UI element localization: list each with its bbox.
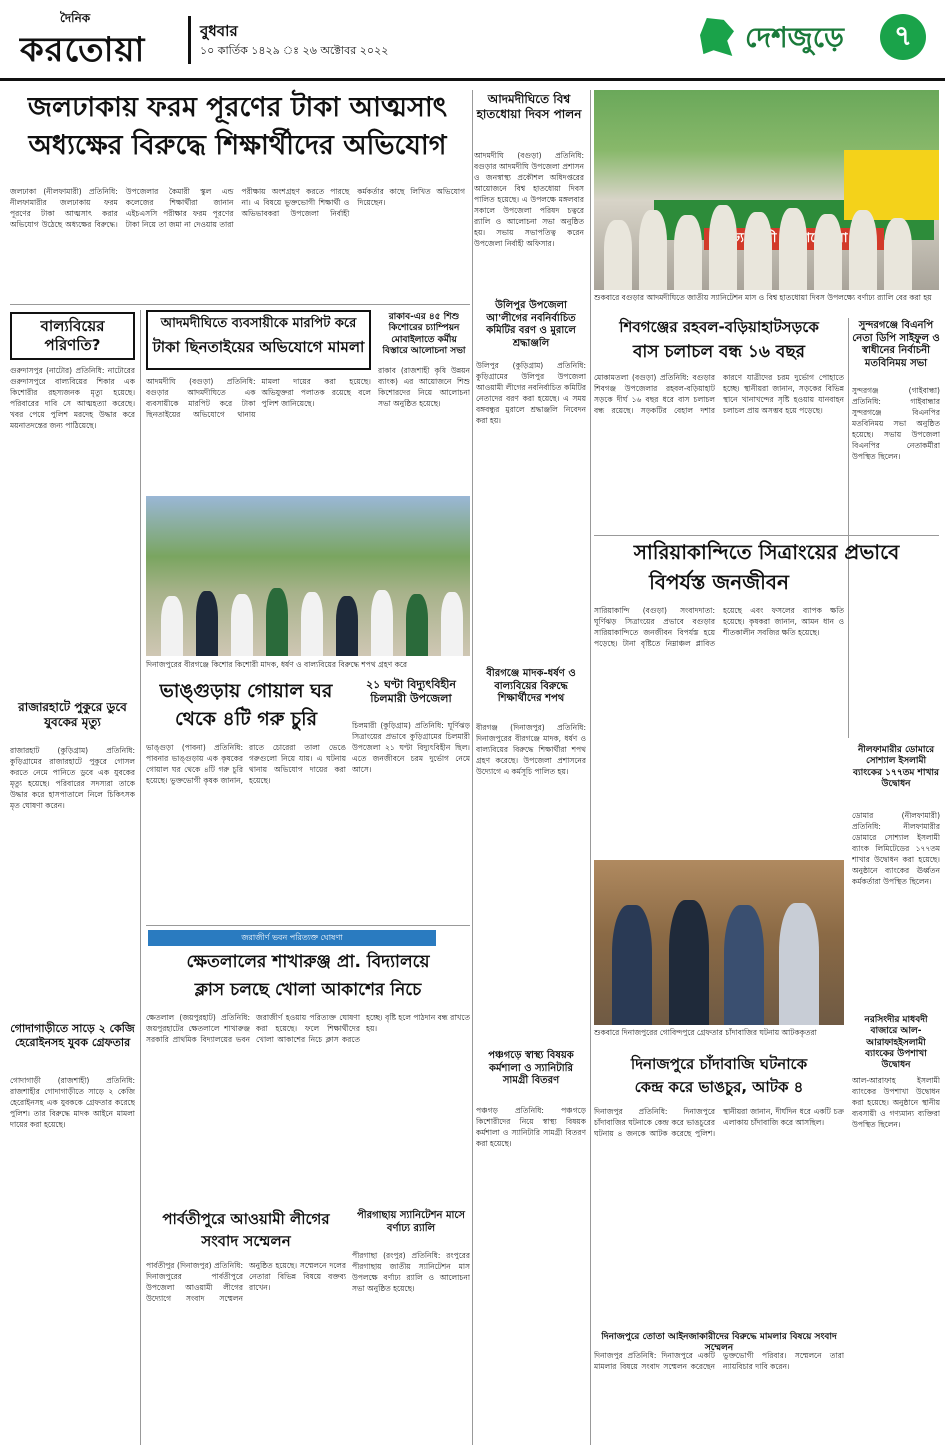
column-divider — [472, 90, 473, 1445]
issue-date: ১০ কার্তিক ১৪২৯ ঃ ২৬ অক্টোবর ২০২২ — [200, 44, 389, 57]
ulipur-headline: উলিপুর উপজেলা আ'লীগের নবনির্বাচিত কমিটির বরণ ও মুরালে শ্রদ্ধাঞ্জলি — [486, 300, 576, 349]
rally-person — [814, 214, 842, 290]
masthead — [0, 0, 945, 86]
student-figure — [196, 591, 218, 656]
washing-day-headline: আদমদীঘিতে বিশ্ব হাতধোয়া দিবস পালন — [476, 92, 582, 121]
newspaper-logo-small: দৈনিক — [60, 11, 91, 25]
page-number: ৭ — [880, 14, 926, 60]
arrest-photo-caption: শুকবারে দিনাজপুরের গোবিন্দপুরে গ্রেফতার চাঁদাবাজির ঘটনায় আটককৃতরা — [594, 1028, 817, 1037]
section-title: দেশজুড়ে — [745, 21, 844, 54]
sundarganj-headline: সুন্দরগঞ্জে বিএনপি নেতা ডিপি সাইফুল ও স্বাধীনের নির্বাচনী মতবিনিময় সভা — [852, 320, 940, 369]
bhangura-headline-2: থেকে ৪টি গরু চুরি — [174, 708, 318, 730]
dinajpur-headline-1: দিনাজপুরে চাঁদাবাজি ঘটনাকে — [630, 1055, 808, 1073]
khetlal-body: ক্ষেতলাল (জয়পুরহাট) প্রতিনিধি: জয়পুরহাটের ক্ষেতলালে শাখারুঞ্জ সরকারি প্রাথমিক বিদ্যালয়ের ভবন জরাজীর্ণ হওয়ায় পরিত্যক্ত ঘোষণা করা হয়েছে। ফলে শিক্ষার্থীদের খোলা আকাশের নিচে ক্লাস করতে হচ্ছে। বৃষ্টি হলে পাঠদান বন্ধ রাখতে হয়। — [146, 1013, 470, 1044]
rajarhat-headline: রাজারহাটে পুকুরে ডুবে যুবকের মৃত্যু — [18, 700, 127, 729]
arrest-photo — [594, 860, 844, 1025]
khetlal-headline-2: ক্লাস চলছে খোলা আকাশের নিচে — [194, 980, 422, 1000]
sariakandi-headline-2: বিপর্যস্ত জনজীবন — [649, 570, 789, 594]
lead-headline-2: অধ্যক্ষের বিরুদ্ধে শিক্ষার্থীদের অভিযোগ — [28, 130, 447, 161]
sariakandi-body: সারিয়াকান্দি (বগুড়া) সংবাদদাতা: ঘূর্ণিঝড় সিত্রাংয়ের প্রভাবে বগুড়ার সারিয়াকান্দিতে জনজীবন বিপর্যস্ত হয়ে পড়েছে। টানা বৃষ্টিতে নিম্নাঞ্চল প্লাবিত হয়েছে এবং ফসলের ব্যাপক ক্ষতি হয়েছে। কৃষকরা জানান, আমন ধান ও শীতকালীন সবজির ক্ষতি হয়েছে। — [594, 606, 844, 648]
bhangura-body: ভাঙ্গুড়া (পাবনা) প্রতিনিধি: পাবনার ভাঙ্গুড়ায় এক কৃষকের গোয়াল ঘর থেকে ৪টি গরু চুরি হয়েছে। ভুক্তভোগী কৃষক জানান, রাতে চোরেরা তালা ভেঙে গরুগুলো নিয়ে যায়। এ ঘটনায় থানায় অভিযোগ দায়ের করা হয়েছে। — [146, 743, 346, 785]
row-divider — [594, 535, 939, 536]
godagari-body: গোদাগাড়ী (রাজশাহী) প্রতিনিধি: রাজশাহীর গোদাগাড়ীতে সাড়ে ২ কেজি হেরোইনসহ এক যুবককে গ্রেফতার করেছে পুলিশ। তার বিরুদ্ধে মাদক আইনে মামলা দায়ের করা হয়েছে। — [10, 1076, 135, 1129]
adamdighi-case-body: আদমদীঘি (বগুড়া) প্রতিনিধি: বগুড়ার আদমদীঘিতে এক ব্যবসায়ীকে মারপিট করে টাকা ছিনতাইয়ের অভিযোগে থানায় মামলা দায়ের করা হয়েছে। অভিযুক্তরা পলাতক রয়েছে বলে পুলিশ জানিয়েছে। — [146, 377, 371, 419]
masthead-divider — [188, 16, 191, 64]
dinajpur-body: দিনাজপুর প্রতিনিধি: দিনাজপুরে চাঁদাবাজির ঘটনাকে কেন্দ্র করে ভাঙচুরের ঘটনায় ৪ জনকে আটক করেছে পুলিশ। স্থানীয়রা জানান, দীর্ঘদিন ধরে একটি চক্র এলাকায় চাঁদাবাজি করে আসছিল। — [594, 1107, 844, 1138]
detainee-figure — [779, 903, 819, 1025]
parbatipur-headline-1: পার্বতীপুরে আওয়ামী লীগের — [162, 1210, 330, 1228]
ulipur-body: উলিপুর (কুড়িগ্রাম) প্রতিনিধি: কুড়িগ্রামের উলিপুর উপজেলা আওয়ামী লীগের নবনির্বাচিত কমিটির নেতাদের বরণ করা হয়েছে। এ সময় বঙ্গবন্ধুর মুরালে শ্রদ্ধাঞ্জলি নিবেদন করা হয়। — [476, 361, 586, 425]
nilphamari-body: ডোমার (নীলফামারী) প্রতিনিধি: নীলফামারীর ডোমারে সোশ্যাল ইসলামী ব্যাংক লিমিটেডের ১৭৭তম শাখার উদ্বোধন করা হয়েছে। অনুষ্ঠানে ব্যাংকের ঊর্ধ্বতন কর্মকর্তারা উপস্থিত ছিলেন। — [852, 811, 940, 886]
row-divider — [146, 925, 470, 926]
column-divider — [848, 318, 849, 738]
adamdighi-case-headline-2: টাকা ছিনতাইয়ের অভিযোগে মামলা — [152, 338, 365, 356]
pirgachha-headline: পীরগাছায় স্যানিটেশন মাসে বর্ণাঢ্য র‌্যালি — [356, 1210, 466, 1234]
parbatipur-headline-2: সংবাদ সম্মেলন — [201, 1232, 291, 1250]
bhangura-headline-1: ভাঙ্গুড়ায় গোয়াল ঘর — [159, 680, 333, 702]
rally-person — [709, 205, 737, 290]
panchagarh-headline: পঞ্চগড়ে স্বাস্থ্য বিষয়ক কর্মশালা ও স্যানিটারি সামগ্রী বিতরণ — [488, 1050, 574, 1086]
narsingdi-bank-headline: নরসিংদীর মাধবদী বাজারে আল-আরাফাহইসলামী ব্যাংকের উপশাখা উদ্বোধন — [864, 1015, 928, 1070]
masthead-rule — [0, 78, 945, 81]
student-figure — [231, 594, 253, 656]
column-divider — [590, 90, 591, 1445]
parbatipur-body: পার্বতীপুর (দিনাজপুর) প্রতিনিধি: দিনাজপুরের পার্বতীপুরে উপজেলা আওয়ামী লীগের উদ্যোগে সংবাদ সম্মেলন অনুষ্ঠিত হয়েছে। সম্মেলনে দলের নেতারা বিভিন্ন বিষয়ে বক্তব্য রাখেন। — [146, 1261, 346, 1303]
oath-photo-caption: দিনাজপুরের বীরগঞ্জে কিশোর কিশোরী মাদক, ধর্ষণ ও বাল্যবিয়ের বিরুদ্ধে শপথ গ্রহণ করে — [146, 660, 407, 669]
rally-photo-caption: শুকবারে বগুড়ার আদমদীঘিতে জাতীয় স্যানিটেশন মাস ও বিশ্ব হাতধোয়া দিবস উপলক্ষ্যে বর্ণাঢ্য র‌্যালি বের করা হয় — [594, 293, 932, 302]
child-marriage-headline: বাল্যবিয়ের পরিণতি? — [10, 312, 135, 360]
student-figure — [336, 596, 358, 656]
student-figure — [301, 592, 323, 656]
rally-photo — [594, 90, 939, 290]
student-figure — [371, 590, 393, 656]
godagari-headline: গোদাগাড়ীতে সাড়ে ২ কেজি হেরোইনসহ যুবক গ্রেফতার — [10, 1022, 135, 1049]
birganj-headline: বীরগঞ্জে মাদক-ধর্ষণ ও বাল্যবিয়ের বিরুদ্ধে শিক্ষার্থীদের শপথ — [486, 668, 576, 704]
rally-person — [604, 220, 632, 290]
rakab-headline: রাকাব-এর ৪৫ শিশু কিশোরের চ্যাম্পিয়ন মোবাইলাতে কর্মীয় বিস্তারে আলোচনা সভা — [382, 312, 466, 356]
section-strip: জরাজীর্ণ ভবন পরিত্যক্ত ঘোষণা — [148, 930, 436, 946]
chilmari-headline: ২১ ঘণ্টা বিদ্যুৎবিহীন চিলমারী উপজেলা — [366, 678, 456, 705]
rakab-body: রাকাব (রাজশাহী কৃষি উন্নয়ন ব্যাংক) এর আয়োজনে শিশু কিশোরদের নিয়ে আলোচনা সভা অনুষ্ঠিত হয়েছে। — [378, 366, 470, 408]
rally-person — [744, 212, 772, 290]
rally-person — [779, 208, 807, 290]
detainee-figure — [612, 905, 652, 1025]
student-figure — [406, 594, 428, 656]
press-conference-headline: দিনাজপুরে তোতা আইনজাকারীদের বিরুদ্ধে মামলার বিষয়ে সংবাদ সম্মেলন — [601, 1332, 837, 1354]
detainee-figure — [724, 905, 764, 1025]
chilmari-body: চিলমারী (কুড়িগ্রাম) প্রতিনিধি: ঘূর্ণিঝড় সিত্রাংয়ের প্রভাবে কুড়িগ্রামের চিলমারী উপজেলা ২১ ঘণ্টা বিদ্যুৎবিহীন ছিল। এতে জনজীবনে চরম দুর্ভোগ নেমে আসে। — [352, 721, 470, 774]
narsingdi-bank-body: আল-আরাফাহ ইসলামী ব্যাংকের উপশাখা উদ্বোধন করা হয়েছে। অনুষ্ঠানে স্থানীয় ব্যবসায়ী ও গণ্যমান্য ব্যক্তিরা উপস্থিত ছিলেন। — [852, 1076, 940, 1129]
sundarganj-body: সুন্দরগঞ্জ (গাইবান্ধা) প্রতিনিধি: গাইবান্ধার সুন্দরগঞ্জে বিএনপির মতবিনিময় সভা অনুষ্ঠিত হয়েছে। সভায় উপজেলা বিএনপির নেতাকর্মীরা উপস্থিত ছিলেন। — [852, 386, 940, 461]
panchagarh-body: পঞ্চগড় প্রতিনিধি: পঞ্চগড়ে কিশোরীদের নিয়ে স্বাস্থ্য বিষয়ক কর্মশালা ও স্যানিটারি সামগ্রী বিতরণ করা হয়েছে। — [476, 1106, 586, 1148]
rally-person — [884, 218, 912, 290]
rajarhat-body: রাজারহাট (কুড়িগ্রাম) প্রতিনিধি: কুড়িগ্রামের রাজারহাটে পুকুরে গোসল করতে নেমে পানিতে ডুবে এক যুবকের মৃত্যু হয়েছে। পরিবারের সদস্যরা তাকে উদ্ধার করে হাসপাতালে নিলে চিকিৎসক মৃত ঘোষণা করেন। — [10, 746, 135, 810]
bangladesh-map-icon — [700, 18, 734, 56]
dinajpur-headline-2: কেন্দ্র করে ভাঙচুর, আটক ৪ — [634, 1078, 804, 1096]
child-marriage-body: গুরুদাসপুর (নাটোর) প্রতিনিধি: নাটোরের গুরুদাসপুরে বাল্যবিয়ের শিকার এক কিশোরীর রহস্যজনক মৃত্যু হয়েছে। পরিবারের দাবি সে আত্মহত্যা করেছে। খবর পেয়ে পুলিশ মরদেহ উদ্ধার করে ময়নাতদন্তের জন্য পাঠিয়েছে। — [10, 366, 135, 430]
shibganj-headline-1: শিবগঞ্জের রহবল-বড়িয়াহাটসড়কে — [619, 318, 819, 336]
rally-person — [849, 210, 877, 290]
pirgachha-body: পীরগাছা (রংপুর) প্রতিনিধি: রংপুরের পীরগাছায় জাতীয় স্যানিটেশন মাস উপলক্ষে বর্ণাঢ্য র‌্যালি ও আলোচনা সভা অনুষ্ঠিত হয়েছে। — [352, 1251, 470, 1293]
adamdighi-case-headline-1: আদমদীঘিতে ব্যবসায়ীকে মারপিট করে — [160, 316, 357, 331]
student-figure — [161, 596, 183, 656]
khetlal-headline-1: ক্ষেতলালের শাখারুঞ্জ প্রা. বিদ্যালয়ে — [186, 952, 430, 972]
rally-person — [639, 210, 667, 290]
shibganj-headline-2: বাস চলাচল বন্ধ ১৬ বছর — [632, 342, 806, 362]
row-divider — [10, 304, 470, 305]
newspaper-logo: করতোয়া — [20, 30, 146, 70]
shibganj-body: মোকামতলা (বগুড়া) প্রতিনিধি: বগুড়ার শিবগঞ্জ উপজেলার রহবল-বড়িয়াহাট সড়কে দীর্ঘ ১৬ বছর ধরে বাস চলাচল বন্ধ রয়েছে। সড়কটির বেহাল দশার কারণে যাত্রীদের চরম দুর্ভোগ পোহাতে হচ্ছে। স্থানীয়রা জানান, সড়কের বিভিন্ন স্থানে খানাখন্দের সৃষ্টি হওয়ায় যানবাহন চলাচল প্রায় অসম্ভব হয়ে পড়েছে। — [594, 373, 844, 415]
lead-headline-1: জলঢাকায় ফরম পূরণের টাকা আত্মসাৎ — [27, 92, 448, 123]
birganj-body: বীরগঞ্জ (দিনাজপুর) প্রতিনিধি: দিনাজপুরের বীরগঞ্জে মাদক, ধর্ষণ ও বাল্যবিয়ের বিরুদ্ধে শিক্ষার্থীরা শপথ গ্রহণ করেছে। উপজেলা প্রশাসনের উদ্যোগে এ কর্মসূচি পালিত হয়। — [476, 723, 586, 776]
column-divider — [140, 310, 141, 1445]
issue-day: বুধবার — [200, 22, 238, 40]
nilphamari-headline: নীলফামারীর ডোমারে সোশ্যাল ইসলামী ব্যাংকের ১৭৭তম শাখার উদ্বোধন — [853, 745, 939, 789]
lead-body: জলঢাকা (নীলফামারী) প্রতিনিধি: নীলফামারীর জলঢাকায় ফরম পূরণের টাকা আত্মসাৎ করার অভিযোগ উঠেছে অধ্যক্ষের বিরুদ্ধে। উপজেলার কৈমারী স্কুল এন্ড কলেজের শিক্ষার্থীরা জানান এইচএসসি পরীক্ষার ফরম পূরণের টাকা নিয়ে তা জমা না দেওয়ায় তারা পরীক্ষায় অংশগ্রহণ করতে পারছে না। এ বিষয়ে ভুক্তভোগী শিক্ষার্থী ও অভিভাবকরা উপজেলা নির্বাহী কর্মকর্তার কাছে লিখিত অভিযোগ দিয়েছেন। — [10, 187, 465, 229]
student-figure — [266, 588, 288, 656]
student-figure — [441, 592, 463, 656]
oath-photo — [146, 496, 470, 656]
rally-person — [674, 215, 702, 290]
sariakandi-headline-1: সারিয়াকান্দিতে সিত্রাংয়ের প্রভাবে — [633, 540, 900, 564]
press-conference-body: দিনাজপুর প্রতিনিধি: দিনাজপুরে একটি মামলার বিষয়ে সংবাদ সম্মেলন করেছেন ভুক্তভোগী পরিবার। সম্মেলনে তারা ন্যায়বিচার দাবি করেন। — [594, 1351, 844, 1371]
detainee-figure — [669, 900, 709, 1025]
washing-day-body: আদমদীঘি (বগুড়া) প্রতিনিধি: বগুড়ার আদমদীঘি উপজেলা প্রশাসন ও জনস্বাস্থ্য প্রকৌশল অধিদপ্তরের আয়োজনে বিশ্ব হাতধোয়া দিবস পালিত হয়েছে। এ উপলক্ষে মঙ্গলবার সকালে উপজেলা পরিষদ চত্বরে র‌্যালি ও আলোচনা সভা অনুষ্ঠিত হয়। সভায় সভাপতিত্ব করেন উপজেলা নির্বাহী অফিসার। — [474, 151, 584, 248]
